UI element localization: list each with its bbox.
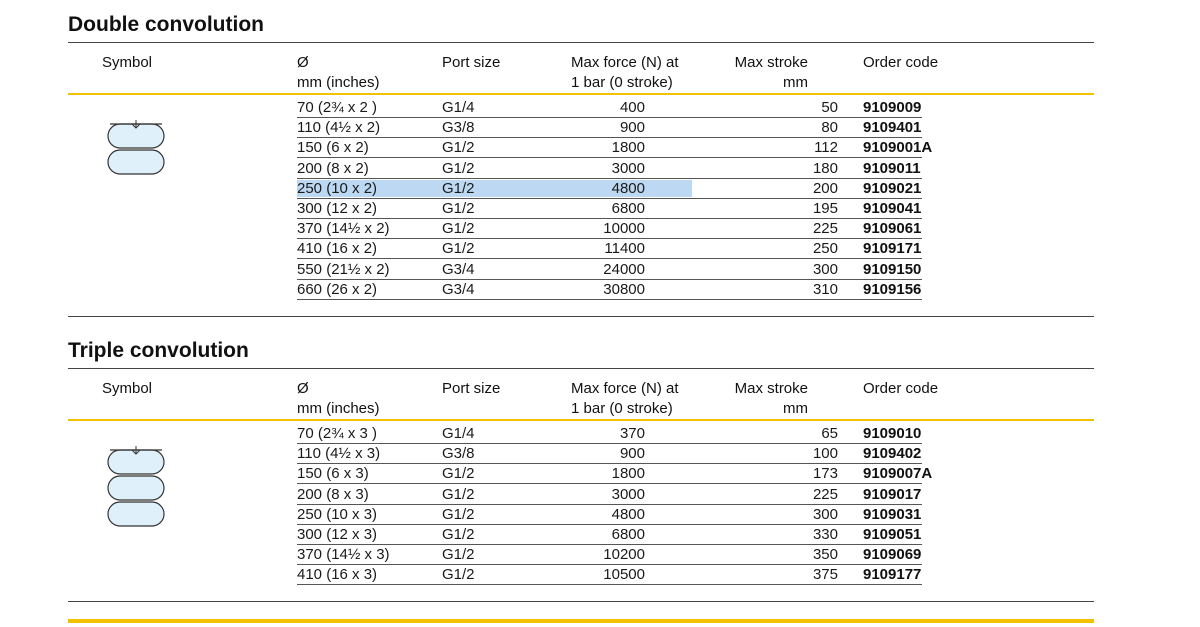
header-max-force-cond: 1 bar (0 stroke) [571,74,673,91]
port-size-cell: G1/2 [442,200,475,217]
header-port-size: Port size [442,380,501,397]
port-size-cell: G3/8 [442,445,475,463]
diameter-cell: 250 (10 x 2) [297,179,378,197]
bellows-icon [108,446,164,526]
port-size-cell: G1/2 [442,485,475,503]
diameter-cell: 410 (16 x 2) [297,240,378,258]
double-convolution-section [68,12,1094,322]
header-max-stroke-unit: mm [783,74,808,91]
diameter-cell: 200 (8 x 2) [297,159,369,177]
table-row [297,219,922,239]
max-force-cell: 4800 [611,179,645,197]
header-diameter: Ø [297,380,309,397]
table-row [297,239,922,259]
max-force-cell: 6800 [611,200,645,217]
diameter-cell: 70 (2¾ x 3 ) [297,425,378,442]
max-force-cell: 4800 [611,505,645,523]
header-diameter: Ø [297,54,309,71]
max-stroke-cell: 330 [812,526,838,543]
diameter-cell: 660 (26 x 2) [297,280,378,298]
order-code-cell: 9109007A [863,465,933,483]
order-code-cell: 9109156 [863,280,922,298]
max-stroke-cell: 310 [812,280,838,298]
order-code-cell: 9109069 [863,546,922,564]
section-title: Triple convolution [68,339,249,362]
double-convolution-symbol [106,120,168,182]
diameter-cell: 150 (6 x 3) [297,465,369,483]
port-size-cell: G1/2 [442,139,475,157]
max-stroke-cell: 80 [821,119,838,137]
header-diameter-unit: mm (inches) [297,400,380,417]
diameter-cell: 150 (6 x 2) [297,139,369,157]
header-max-stroke: Max stroke [734,380,808,397]
max-force-cell: 400 [619,99,645,116]
header-max-force-cond: 1 bar (0 stroke) [571,400,673,417]
max-stroke-cell: 225 [812,220,838,238]
table-row [297,505,922,525]
table-end-rule [68,316,1094,317]
triple-convolution-section [68,338,1094,608]
diameter-cell: 300 (12 x 2) [297,200,378,217]
max-force-cell: 3000 [611,485,645,503]
max-force-cell: 370 [619,425,645,442]
max-force-cell: 900 [619,119,645,137]
table-row [297,424,922,444]
header-order-code: Order code [863,54,939,71]
max-stroke-cell: 300 [812,260,838,278]
port-size-cell: G1/4 [442,99,475,116]
diameter-cell: 200 (8 x 3) [297,485,369,503]
order-code-cell: 9109051 [863,526,922,543]
diameter-cell: 110 (4½ x 2) [297,119,381,137]
order-code-cell: 9109041 [863,200,922,217]
max-force-cell: 3000 [611,159,645,177]
table-row [297,545,922,565]
table-row [297,444,922,464]
order-code-cell: 9109177 [863,566,922,584]
port-size-cell: G3/4 [442,260,475,278]
port-size-cell: G1/2 [442,220,475,238]
table-end-rule [68,601,1094,602]
port-size-cell: G1/2 [442,546,475,564]
port-size-cell: G1/2 [442,159,475,177]
table-row [297,98,922,118]
table-row [297,464,933,484]
max-stroke-cell: 173 [812,465,838,483]
header-max-force: Max force (N) at [571,380,679,397]
port-size-cell: G1/2 [442,465,475,483]
max-stroke-cell: 50 [821,99,838,116]
triple-convolution-symbol [106,446,168,532]
table-row [297,280,922,300]
order-code-cell: 9109017 [863,485,922,503]
row-rule [297,584,922,585]
order-code-cell: 9109009 [863,99,922,116]
header-max-stroke-unit: mm [783,400,808,417]
max-force-cell: 10200 [603,546,645,564]
diameter-cell: 300 (12 x 3) [297,526,378,543]
diameter-cell: 370 (14½ x 2) [297,220,390,238]
max-force-cell: 11400 [604,240,645,258]
table-row [297,485,922,505]
max-force-cell: 10000 [603,220,645,238]
max-stroke-cell: 250 [812,240,838,258]
header-order-code: Order code [863,380,939,397]
max-stroke-cell: 200 [812,179,838,197]
order-code-cell: 9109401 [863,119,922,137]
table-row [297,525,922,545]
table-row [297,159,922,179]
diameter-cell: 110 (4½ x 3) [297,445,381,463]
max-force-cell: 1800 [611,139,645,157]
max-force-cell: 1800 [611,465,645,483]
header-symbol: Symbol [102,380,153,397]
port-size-cell: G1/2 [442,179,475,197]
diameter-cell: 250 (10 x 3) [297,505,378,523]
bellows-icon [108,120,164,174]
table-row [297,179,922,199]
diameter-cell: 370 (14½ x 3) [297,546,390,564]
diameter-cell: 410 (16 x 3) [297,566,378,584]
header-diameter-unit: mm (inches) [297,74,380,91]
header-accent-rule [68,419,1094,421]
order-code-cell: 9109021 [863,179,922,197]
order-code-cell: 9109010 [863,425,922,442]
order-code-cell: 9109171 [863,240,922,258]
max-force-cell: 24000 [603,260,645,278]
header-max-force: Max force (N) at [571,54,679,71]
max-stroke-cell: 350 [812,546,838,564]
table-row [297,199,922,219]
convolution-shape [108,476,164,500]
table-row [297,260,922,280]
header-max-stroke: Max stroke [734,54,808,71]
port-size-cell: G1/2 [442,526,475,543]
title-rule [68,368,1094,369]
order-code-cell: 9109011 [863,159,921,177]
port-size-cell: G1/2 [442,566,475,584]
max-stroke-cell: 65 [821,425,838,442]
header-accent-rule [68,93,1094,95]
port-size-cell: G3/8 [442,119,475,137]
header-port-size: Port size [442,54,501,71]
max-stroke-cell: 225 [812,485,838,503]
max-stroke-cell: 112 [814,139,838,157]
convolution-shape [108,150,164,174]
port-size-cell: G1/2 [442,505,475,523]
max-stroke-cell: 300 [812,505,838,523]
table-row [297,118,922,138]
table-row [297,138,933,158]
row-rule [297,299,922,300]
section-title: Double convolution [68,13,264,36]
max-stroke-cell: 180 [812,159,838,177]
max-stroke-cell: 195 [812,200,838,217]
diameter-cell: 550 (21½ x 2) [297,260,390,278]
diameter-cell: 70 (2¾ x 2 ) [297,99,378,116]
max-force-cell: 30800 [603,280,645,298]
port-size-cell: G3/4 [442,280,475,298]
max-stroke-cell: 100 [812,445,838,463]
order-code-cell: 9109402 [863,445,922,463]
max-force-cell: 900 [619,445,645,463]
order-code-cell: 9109031 [863,505,922,523]
page-bottom-accent-rule [68,619,1094,623]
header-symbol: Symbol [102,54,153,71]
max-stroke-cell: 375 [812,566,838,584]
title-rule [68,42,1094,43]
max-force-cell: 10500 [603,566,645,584]
order-code-cell: 9109150 [863,260,922,278]
order-code-cell: 9109001A [863,139,933,157]
port-size-cell: G1/4 [442,425,475,442]
port-size-cell: G1/2 [442,240,475,258]
table-row [297,565,922,585]
convolution-shape [108,502,164,526]
order-code-cell: 9109061 [863,220,922,238]
max-force-cell: 6800 [611,526,645,543]
